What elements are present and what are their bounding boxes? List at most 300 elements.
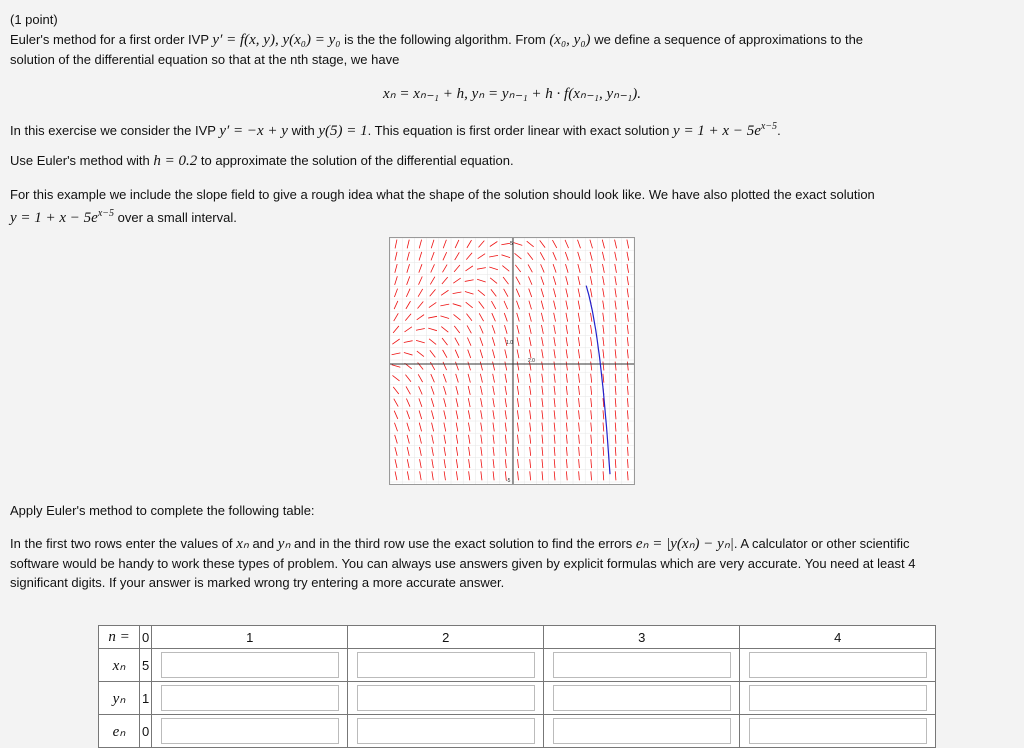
- slope-segment: [392, 353, 401, 355]
- slope-segment: [590, 276, 592, 285]
- slope-segment: [529, 374, 530, 383]
- slope-segment: [540, 252, 544, 260]
- step-size: h = 0.2: [153, 153, 198, 169]
- slope-segment: [456, 435, 458, 444]
- intro-text-c: we define a sequence of approximations to the: [594, 32, 864, 47]
- slope-segment: [477, 268, 486, 270]
- row-label-yn: [99, 682, 140, 715]
- slope-segment: [516, 289, 520, 297]
- slope-segment: [493, 423, 494, 432]
- slope-segment: [602, 264, 604, 273]
- slope-segment: [505, 447, 506, 456]
- slope-segment: [407, 411, 410, 419]
- slope-segment: [554, 459, 555, 468]
- slope-segment: [566, 313, 568, 322]
- slope-segment: [627, 435, 628, 444]
- row-label-en: [99, 715, 140, 748]
- slope-segment: [504, 313, 507, 321]
- slope-segment: [418, 302, 424, 309]
- slope-segment: [465, 280, 474, 282]
- instr-text-b: and: [252, 536, 275, 551]
- slope-segment: [603, 435, 604, 444]
- slope-segment: [566, 374, 567, 383]
- slope-segment: [603, 337, 604, 346]
- slope-segment: [591, 337, 592, 346]
- slope-segment: [480, 362, 482, 371]
- slope-segment: [418, 289, 423, 297]
- slope-segment: [493, 362, 495, 371]
- xn-1-cell: [152, 649, 348, 682]
- slope-segment: [468, 350, 471, 358]
- slope-segment: [466, 253, 472, 260]
- slope-segment: [505, 423, 506, 432]
- slope-segment: [528, 264, 532, 272]
- use-text-a: Use Euler's method with: [10, 153, 150, 168]
- slope-segment: [404, 353, 413, 356]
- slope-segment: [492, 313, 496, 321]
- slope-segment: [468, 410, 470, 419]
- slope-segment: [443, 386, 446, 395]
- slope-segment: [627, 240, 629, 249]
- slope-segment: [516, 301, 519, 309]
- slope-segment: [566, 423, 567, 432]
- slope-segment: [603, 325, 604, 334]
- slope-segment: [407, 471, 409, 480]
- points-label: (1 point): [10, 12, 58, 27]
- slope-segment: [430, 362, 434, 370]
- slope-segment: [444, 435, 446, 444]
- slope-segment: [480, 325, 484, 333]
- slope-segment: [406, 289, 410, 297]
- slope-segment: [578, 386, 579, 395]
- slope-segment: [542, 362, 543, 371]
- slope-segment: [478, 290, 485, 296]
- slope-segment: [591, 374, 592, 383]
- slope-segment: [566, 398, 567, 407]
- slope-segment: [443, 350, 447, 358]
- slope-segment: [542, 410, 543, 419]
- slope-segment: [591, 325, 592, 334]
- slope-segment: [456, 410, 458, 419]
- slope-segment: [505, 374, 507, 383]
- slope-segment: [615, 386, 616, 395]
- slope-segment: [440, 316, 449, 319]
- en-4-cell: [740, 715, 936, 748]
- slope-segment: [419, 264, 422, 272]
- slope-segment: [477, 279, 486, 282]
- en-label: eₙ: [112, 723, 126, 740]
- slope-segment: [493, 398, 495, 407]
- slope-segment: [578, 252, 581, 261]
- slope-segment: [480, 374, 482, 383]
- slope-segment: [431, 386, 434, 394]
- slope-segment: [429, 302, 436, 307]
- slope-field-svg: [390, 238, 634, 484]
- slope-field-paragraph: [10, 185, 1010, 228]
- slope-segment: [615, 337, 616, 346]
- slope-segment: [615, 349, 616, 358]
- slope-segment: [529, 325, 531, 334]
- slope-segment: [395, 252, 397, 261]
- slope-segment: [554, 471, 555, 480]
- slope-segment: [406, 386, 410, 394]
- slope-segment: [443, 374, 446, 382]
- slope-segment: [456, 374, 459, 383]
- exact-solution-curve: [586, 286, 610, 475]
- slope-segment: [530, 459, 531, 468]
- slope-segment: [541, 301, 543, 310]
- yn-3-cell: [544, 682, 740, 715]
- slope-segment: [431, 398, 434, 407]
- slope-segment: [566, 264, 569, 273]
- exercise-paragraph: [10, 117, 1010, 141]
- slope-segment: [529, 337, 531, 346]
- slope-segment: [419, 386, 423, 394]
- slope-segment: [453, 314, 460, 320]
- slope-segment: [406, 398, 410, 406]
- slope-exact-base: y = 1 + x − 5e: [10, 210, 98, 226]
- slope-segment: [590, 252, 592, 261]
- slope-segment: [394, 411, 398, 419]
- table-row-yn: [99, 682, 936, 715]
- slope-segment: [465, 266, 472, 271]
- en-1-input[interactable]: [161, 718, 339, 744]
- slope-segment: [578, 362, 579, 371]
- slope-segment: [541, 276, 544, 284]
- slope-segment: [491, 301, 495, 309]
- slope-segment: [407, 264, 410, 273]
- slope-segment: [566, 447, 567, 456]
- slope-segment: [393, 387, 399, 394]
- xn-3-input[interactable]: [553, 652, 731, 678]
- slope-segment: [603, 459, 604, 468]
- slope-segment: [453, 292, 462, 294]
- slope-segment: [394, 399, 398, 407]
- slope-segment: [615, 252, 617, 261]
- slope-segment: [468, 435, 469, 444]
- exercise-text-c: . This equation is first order linear with exact solution: [367, 123, 670, 138]
- slope-segment: [431, 240, 434, 249]
- table-row-xn: [99, 649, 936, 682]
- slope-segment: [615, 459, 616, 468]
- slope-segment: [529, 289, 532, 297]
- intro-text-a: Euler's method for a first order IVP: [10, 32, 209, 47]
- slope-segment: [478, 241, 484, 248]
- slope-segment: [392, 339, 399, 344]
- slope-segment: [419, 447, 421, 456]
- slope-exact-exp: x−5: [97, 208, 115, 219]
- slope-segment: [530, 447, 531, 456]
- slope-segment: [504, 289, 508, 297]
- slope-segment: [627, 337, 628, 346]
- slope-segment: [591, 349, 592, 358]
- slope-segment: [505, 435, 506, 444]
- slope-segment: [504, 325, 507, 334]
- slope-segment: [542, 374, 543, 383]
- slope-segment: [602, 240, 604, 249]
- slope-segment: [455, 338, 459, 346]
- slope-segment: [442, 338, 448, 345]
- slope-segment: [407, 459, 409, 468]
- slope-segment: [554, 447, 555, 456]
- slope-segment: [615, 410, 616, 419]
- slope-segment: [553, 252, 557, 260]
- slope-segment: [490, 278, 497, 284]
- slope-segment: [615, 325, 616, 334]
- slope-segment: [416, 340, 425, 343]
- slope-segment: [517, 374, 519, 383]
- slope-segment: [444, 471, 445, 480]
- slope-segment: [440, 304, 449, 306]
- slope-segment: [467, 325, 471, 333]
- exercise-exact-base: y = 1 + x − 5e: [673, 123, 761, 139]
- slope-segment: [591, 423, 592, 432]
- n-label: n =: [108, 628, 130, 645]
- en-1-cell: [152, 715, 348, 748]
- yn-4-input[interactable]: [749, 685, 927, 711]
- xn-1-input[interactable]: [161, 652, 339, 678]
- header-cell-1: 1: [152, 626, 348, 649]
- slope-segment: [481, 410, 483, 419]
- slope-segment: [615, 288, 616, 297]
- slope-segment: [530, 423, 531, 432]
- slope-segment: [394, 313, 399, 321]
- slope-segment: [456, 423, 458, 432]
- slope-segment: [405, 314, 411, 321]
- yn-1-input[interactable]: [161, 685, 339, 711]
- slope-segment: [542, 337, 544, 346]
- slope-segment: [566, 386, 567, 395]
- exercise-exact-exp: x−5: [760, 121, 778, 132]
- slope-segment: [579, 423, 580, 432]
- slope-segment: [603, 276, 605, 285]
- slope-segment: [455, 240, 459, 248]
- slope-segment: [455, 350, 459, 358]
- slope-segment: [554, 337, 556, 346]
- slope-segment: [468, 386, 470, 395]
- slope-segment: [591, 362, 592, 371]
- slope-segment: [491, 289, 496, 296]
- slope-segment: [479, 301, 484, 308]
- n-label-cell: [99, 626, 140, 649]
- slope-segment: [493, 374, 495, 383]
- slope-segment: [405, 375, 411, 382]
- slope-segment: [431, 410, 433, 419]
- slope-segment: [553, 264, 556, 272]
- slope-segment: [579, 459, 580, 468]
- yn-3-input[interactable]: [553, 685, 731, 711]
- slope-segment: [489, 267, 498, 270]
- slope-segment: [590, 264, 592, 273]
- slope-segment: [404, 341, 413, 343]
- slope-segment: [454, 265, 460, 272]
- yn-2-input[interactable]: [357, 685, 535, 711]
- slope-segment: [542, 459, 543, 468]
- yn-4-cell: [740, 682, 936, 715]
- slope-segment: [456, 459, 457, 468]
- slope-segment: [442, 277, 448, 284]
- slope-segment: [517, 423, 518, 432]
- slope-segment: [441, 290, 448, 295]
- slope-segment: [431, 374, 435, 382]
- slope-segment: [478, 254, 485, 259]
- instr-text-a: In the first two rows enter the values of: [10, 536, 233, 551]
- slope-segment: [418, 374, 422, 382]
- slope-segment: [430, 289, 436, 296]
- exercise-end: .: [777, 123, 781, 138]
- slope-segment: [407, 240, 409, 249]
- slope-segment: [481, 398, 483, 407]
- intro-text-b: is the the following algorithm. From: [344, 32, 546, 47]
- slope-segment: [417, 315, 424, 320]
- slope-segment: [603, 447, 604, 456]
- slope-segment: [542, 423, 543, 432]
- slope-segment: [553, 288, 555, 297]
- slope-field-graph: [389, 237, 635, 485]
- slope-segment: [627, 459, 628, 468]
- slope-segment: [395, 276, 398, 285]
- slope-segment: [419, 435, 421, 444]
- exercise-text-a: In this exercise we consider the IVP: [10, 123, 216, 138]
- slope-segment: [591, 386, 592, 395]
- slope-segment: [540, 240, 545, 247]
- slope-segment: [615, 398, 616, 407]
- slope-segment: [469, 471, 470, 480]
- x-tick-label: 2.0: [528, 358, 535, 364]
- slope-segment: [394, 423, 397, 431]
- slope-segment: [591, 471, 592, 480]
- slope-segment: [591, 435, 592, 444]
- slope-segment: [554, 349, 555, 358]
- yn-1-cell: [152, 682, 348, 715]
- slope-segment: [615, 423, 616, 432]
- slope-segment: [530, 410, 531, 419]
- slope-segment: [453, 304, 462, 307]
- slope-segment: [420, 459, 422, 468]
- slope-segment: [466, 302, 473, 308]
- slope-segment: [615, 447, 616, 456]
- slope-segment: [505, 410, 506, 419]
- slope-segment: [554, 362, 555, 371]
- slope-segment: [505, 349, 507, 358]
- slope-segment: [468, 423, 470, 432]
- grid-lines: [390, 238, 634, 484]
- slope-segment: [527, 253, 532, 260]
- slope-segment: [566, 410, 567, 419]
- slope-segment: [392, 365, 401, 367]
- slope-segment: [492, 349, 494, 358]
- slope-segment: [603, 423, 604, 432]
- xn-3-cell: [544, 649, 740, 682]
- slope-segment: [578, 264, 580, 273]
- slope-segment: [432, 435, 434, 444]
- slope-segment: [579, 410, 580, 419]
- exercise-text-b: with: [291, 123, 315, 138]
- slope-segment: [489, 255, 498, 257]
- intro-line2: solution of the differential equation so that at the nth stage, we have: [10, 52, 400, 67]
- slope-segment: [627, 471, 628, 480]
- slope-segment: [517, 386, 518, 395]
- y-tick-label: 1.0: [506, 340, 513, 346]
- slope-segment: [554, 325, 556, 334]
- slope-segment: [554, 423, 555, 432]
- slope-segment: [442, 265, 447, 273]
- slope-segment: [627, 362, 628, 371]
- slope-segment: [566, 459, 567, 468]
- slope-segment: [603, 349, 604, 358]
- slope-segment: [627, 252, 629, 261]
- slope-segment: [517, 398, 518, 407]
- slope-segment: [395, 435, 398, 444]
- slope-segment: [529, 301, 532, 310]
- slope-segment: [552, 240, 556, 248]
- slope-segment: [566, 301, 568, 310]
- slope-segment: [419, 277, 423, 285]
- slope-segment: [542, 386, 543, 395]
- slope-segment: [407, 423, 410, 432]
- xn-2-input[interactable]: [357, 652, 535, 678]
- xn-label: xₙ: [112, 657, 126, 674]
- intro-paragraph: [10, 30, 1010, 69]
- slope-segment: [394, 289, 397, 297]
- en-4-input[interactable]: [749, 718, 927, 744]
- slope-segment: [430, 277, 435, 285]
- top-axis-label: 5: [510, 241, 513, 247]
- slope-segment: [554, 398, 555, 407]
- slope-segment: [579, 435, 580, 444]
- slope-segment: [627, 423, 628, 432]
- slope-segment: [419, 410, 422, 419]
- slope-segment: [566, 325, 568, 334]
- xn-2-cell: [348, 649, 544, 682]
- table-row-en: [99, 715, 936, 748]
- slope-segment: [627, 349, 628, 358]
- yn-label: yₙ: [112, 690, 126, 707]
- slope-segment: [514, 243, 523, 246]
- slope-segment: [554, 374, 555, 383]
- slope-segment: [530, 471, 531, 480]
- slope-segment: [579, 447, 580, 456]
- en-3-cell: [544, 715, 740, 748]
- slope-segment: [432, 459, 434, 468]
- instr-text-d: . A calculator or other scientific: [733, 536, 910, 551]
- en-3-input[interactable]: [553, 718, 731, 744]
- slope-segment: [517, 337, 519, 346]
- xn-4-input[interactable]: [749, 652, 927, 678]
- euler-formula: xₙ = xₙ₋₁ + h, yₙ = yₙ₋₁ + h · f(xₙ₋₁, yₙ₋₁).: [383, 86, 641, 102]
- slope-segment: [416, 329, 425, 331]
- slope-segment: [468, 398, 470, 407]
- slope-segment: [517, 410, 518, 419]
- intro-point: (x₀, y₀): [549, 32, 591, 48]
- slope-segment: [407, 435, 409, 444]
- slope-segment: [432, 471, 433, 480]
- slope-segment: [615, 240, 617, 249]
- slope-segment: [456, 447, 457, 456]
- en-2-input[interactable]: [357, 718, 535, 744]
- slope-segment: [504, 301, 508, 309]
- slope-segment: [503, 277, 508, 284]
- slope-segment: [528, 276, 532, 284]
- slope-segment: [541, 264, 545, 272]
- exercise-exact: [673, 123, 777, 139]
- xn-0-value: 5: [140, 649, 152, 682]
- slope-segment: [578, 313, 580, 322]
- slope-segment: [505, 459, 506, 468]
- slope-segment: [505, 398, 506, 407]
- slope-segment: [515, 253, 522, 259]
- slope-segment: [444, 447, 446, 456]
